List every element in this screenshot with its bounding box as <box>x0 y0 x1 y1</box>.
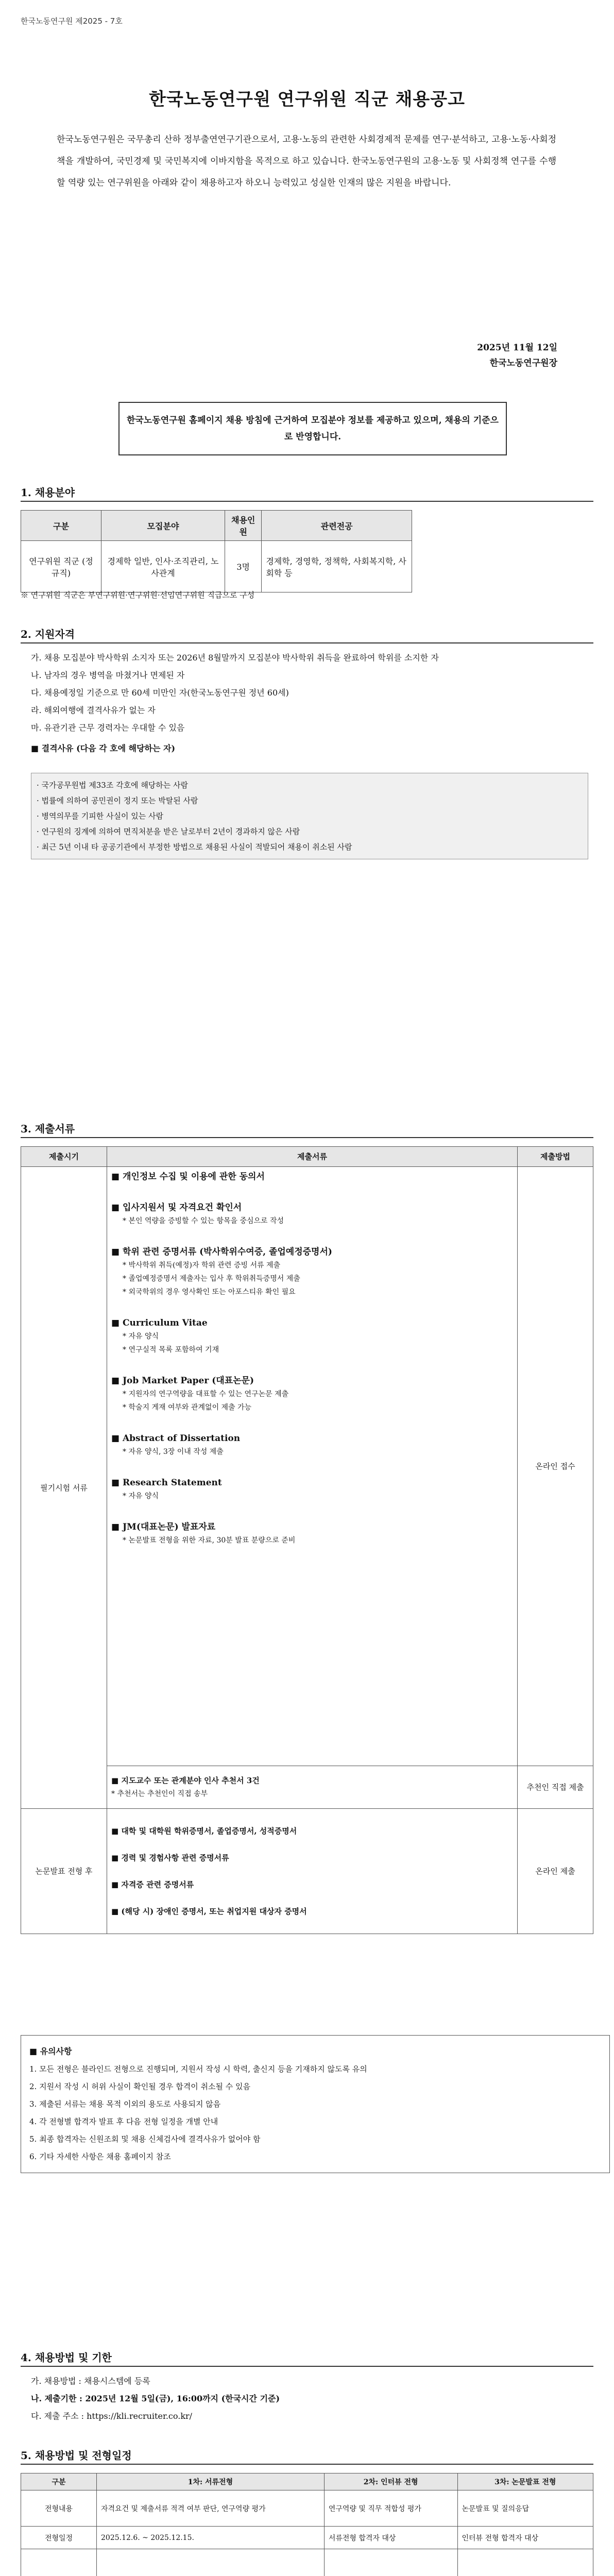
disqualification-title: ■ 결격사유 (다음 각 호에 해당하는 자) <box>31 743 176 753</box>
table-header: 구분 <box>21 511 101 541</box>
section-divider <box>21 642 593 643</box>
announcement-date-block <box>477 340 557 371</box>
list-item: · 국가공무원법 제33조 각호에 해당하는 사람 <box>37 781 189 790</box>
document-item <box>111 1170 513 1183</box>
list-item: · 연구원의 징계에 의하여 면직처분을 받은 날로부터 2년이 경과하지 않은 사람 <box>37 827 300 836</box>
table-cell: 연구위원 직군 (정규직) <box>21 541 101 592</box>
table-cell <box>457 2549 593 2576</box>
section-4-title: 4. 채용방법 및 기한 <box>21 2351 112 2364</box>
table-cell: 전형일정 <box>21 2527 97 2549</box>
list-item: ■ (해당 시) 장애인 증명서, 또는 취업지원 대상자 증명서 <box>111 1907 307 1916</box>
table-cell <box>324 2549 457 2576</box>
table-cell: 추천인 직접 제출 <box>518 1766 593 1809</box>
table-cell: 연구역량 및 직무 적합성 평가 <box>324 2490 457 2527</box>
document-item <box>111 1245 513 1299</box>
section-2-title: 2. 지원자격 <box>21 628 75 640</box>
table-cell: 전형내용 <box>21 2490 97 2527</box>
announcement-date: 2025년 11월 12일 <box>477 343 557 353</box>
list-item: 나. 제출기한 : 2025년 12월 5일(금), 16:00까지 (한국시간 기준) <box>31 2394 280 2403</box>
document-item-title: ■ Curriculum Vitae <box>111 1318 208 1328</box>
section-divider <box>21 501 593 502</box>
list-item: 6. 기타 자세한 사항은 채용 홈페이지 참조 <box>29 2152 171 2161</box>
table-header: 3차: 논문발표 전형 <box>457 2473 593 2490</box>
section-5-title: 5. 채용방법 및 전형일정 <box>21 2449 132 2462</box>
section-divider <box>21 2464 593 2465</box>
table-header: 채용인원 <box>225 511 262 541</box>
table-header: 제출서류 <box>107 1147 518 1167</box>
table-cell: 인터뷰 전형 합격자 대상 <box>457 2527 593 2549</box>
document-item-title: ■ 입사지원서 및 자격요건 확인서 <box>111 1202 242 1213</box>
documents-list-cell <box>107 1167 518 1766</box>
document-item <box>111 1432 513 1459</box>
document-item-detail: * 자유 양식, 3장 이내 작성 제출 <box>123 1448 224 1456</box>
document-item-title: ■ Research Statement <box>111 1478 222 1488</box>
disqualification-box <box>31 773 588 859</box>
schedule-table <box>21 2473 593 2576</box>
table-cell: 경제학 일반, 인사·조직관리, 노사관계 <box>101 541 225 592</box>
document-item <box>111 1520 513 1547</box>
list-item: 다. 제출 주소 : https://kli.recruiter.co.kr/ <box>31 2411 193 2421</box>
document-item-detail: * 논문발표 전형을 위한 자료, 30분 발표 분량으로 준비 <box>123 1536 296 1545</box>
recruit-field-table <box>21 510 412 592</box>
table-cell: 온라인 제출 <box>518 1809 593 1934</box>
documents-table <box>21 1146 593 1934</box>
table-header: 관련전공 <box>262 511 412 541</box>
notice-box: 한국노동연구원 홈페이지 채용 방침에 근거하여 모집분야 정보를 제공하고 있으며, 채용의 기준으로 반영합니다. <box>118 402 507 455</box>
document-item-title: ■ Job Market Paper (대표논문) <box>111 1376 254 1386</box>
document-item-detail: * 지원자의 연구역량을 대표할 수 있는 연구논문 제출 * 학술지 게재 여부와 관계없이 제출 가능 <box>123 1390 289 1412</box>
list-item: ■ 경력 및 경험사항 관련 증명서류 <box>111 1853 229 1862</box>
list-item: 마. 유관기관 근무 경력자는 우대할 수 있음 <box>31 723 185 733</box>
list-item: ■ 대학 및 대학원 학위증명서, 졸업증명서, 성적증명서 <box>111 1826 297 1836</box>
document-item <box>111 1201 513 1228</box>
list-item: 가. 채용방법 : 채용시스템에 등록 <box>31 2376 150 2386</box>
list-item: 5. 최종 합격자는 신원조회 및 채용 신체검사에 결격사유가 없어야 함 <box>29 2134 261 2144</box>
recommendation-detail: * 추천서는 추천인이 직접 송부 <box>111 1790 208 1798</box>
list-item: · 법률에 의하여 공민권이 정지 또는 박탈된 사람 <box>37 796 198 805</box>
list-item: 3. 제출된 서류는 채용 목적 이외의 용도로 사용되지 않음 <box>29 2099 221 2109</box>
section-1-title: 1. 채용분야 <box>21 486 75 499</box>
recommendation-cell <box>107 1766 518 1809</box>
document-item-detail: * 박사학위 취득(예정)자 학위 관련 증빙 서류 제출 * 졸업예정증명서 제출자는 입사 후 학위취득증명서 제출 * 외국학위의 경우 영사확인 또는 아포스티유 확인 필요 <box>123 1261 300 1296</box>
rules-box <box>21 2035 610 2173</box>
page-title: 한국노동연구원 연구위원 직군 채용공고 <box>149 89 465 110</box>
table-cell <box>97 2549 325 2576</box>
table-header: 구분 <box>21 2473 97 2490</box>
table-header: 제출방법 <box>518 1147 593 1167</box>
list-item: 4. 각 전형별 합격자 발표 후 다음 전형 일정을 개별 안내 <box>29 2117 218 2126</box>
document-item-title: ■ JM(대표논문) 발표자료 <box>111 1522 216 1532</box>
document-item <box>111 1316 513 1357</box>
table-cell: 자격요건 및 제출서류 적격 여부 판단, 연구역량 평가 <box>97 2490 325 2527</box>
list-item: 라. 해외여행에 결격사유가 없는 자 <box>31 705 156 715</box>
document-item-title: ■ 학위 관련 증명서류 (박사학위수여증, 졸업예정증명서) <box>111 1247 332 1257</box>
qualification-list <box>31 649 587 757</box>
document-item-detail: * 자유 양식 * 연구실적 목록 포함하여 기재 <box>123 1332 219 1354</box>
table-cell: 2025.12.6. ~ 2025.12.15. <box>97 2527 325 2549</box>
list-item: 1. 모든 전형은 블라인드 전형으로 진행되며, 지원서 작성 시 학력, 출신지 등을 기재하지 않도록 유의 <box>29 2064 367 2074</box>
list-item: 2. 지원서 작성 시 허위 사실이 확인될 경우 합격이 취소될 수 있음 <box>29 2082 251 2091</box>
table-cell: 논문발표 및 질의응답 <box>457 2490 593 2527</box>
intro-paragraph: 한국노동연구원은 국무총리 산하 정부출연연구기관으로서, 고용·노동의 관련한 사회경제적 문제를 연구·분석하고, 고용·노동·사회정책을 개발하여, 국민경제 및 국민복지에 이바지함을 목적으로 하고 있습니다. 한국노동연구원의 고용·노동 및 사회정책 연구를 수행할 역량 있는 연구위원을 아래와 같이 채용하고자 하오니 능력있고 성실한 인재의 많은 지원을 바랍니다. <box>57 134 556 188</box>
method-list <box>31 2372 587 2425</box>
table-header: 2차: 인터뷰 전형 <box>324 2473 457 2490</box>
table-header: 1차: 서류전형 <box>97 2473 325 2490</box>
list-item: · 최근 5년 이내 타 공공기관에서 부정한 방법으로 채용된 사실이 적발되어 채용이 취소된 사람 <box>37 842 352 852</box>
table-cell: 3명 <box>225 541 262 592</box>
document-item-title: ■ Abstract of Dissertation <box>111 1433 241 1444</box>
table-cell: 경제학, 경영학, 정책학, 사회복지학, 사회학 등 <box>262 541 412 592</box>
section-divider <box>21 1137 593 1138</box>
list-item: ■ 자격증 관련 증명서류 <box>111 1880 194 1889</box>
table-header: 제출시기 <box>21 1147 107 1167</box>
document-header: 한국노동연구원 제2025 - 7호 <box>21 16 123 26</box>
list-item: 나. 남자의 경우 병역을 마쳤거나 면제된 자 <box>31 670 185 680</box>
document-item-detail: * 본인 역량을 증빙할 수 있는 항목을 중심으로 작성 <box>123 1217 284 1225</box>
table-cell: 논문발표 전형 후 <box>21 1809 107 1934</box>
section-1-note: ※ 연구위원 직군은 부연구위원·연구위원·선임연구위원 직급으로 구성 <box>21 590 255 600</box>
list-item: 가. 채용 모집분야 박사학위 소지자 또는 2026년 8월말까지 모집분야 박사학위 취득을 완료하여 학위를 소지한 자 <box>31 653 439 663</box>
table-cell: 서류전형 합격자 대상 <box>324 2527 457 2549</box>
table-header: 모집분야 <box>101 511 225 541</box>
document-item <box>111 1476 513 1503</box>
table-cell: 온라인 접수 <box>518 1167 593 1766</box>
section-divider <box>21 2366 593 2367</box>
table-cell: 필기시험 서류 <box>21 1167 107 1809</box>
document-item <box>111 1374 513 1414</box>
section-3-title: 3. 제출서류 <box>21 1123 75 1135</box>
documents2-cell <box>107 1809 518 1934</box>
document-item-title: ■ 개인정보 수집 및 이용에 관한 동의서 <box>111 1172 265 1182</box>
document-item-detail: * 자유 양식 <box>123 1492 159 1500</box>
organization-name: 한국노동연구원장 <box>489 358 557 368</box>
rules-title: ■ 유의사항 <box>29 2046 72 2056</box>
list-item: 다. 채용예정일 기준으로 만 60세 미만인 자(한국노동연구원 정년 60세) <box>31 688 289 698</box>
recommendation-title: ■ 지도교수 또는 관계분야 인사 추천서 3건 <box>111 1776 260 1785</box>
table-cell <box>21 2549 97 2576</box>
list-item: · 병역의무를 기피한 사실이 있는 사람 <box>37 811 163 821</box>
